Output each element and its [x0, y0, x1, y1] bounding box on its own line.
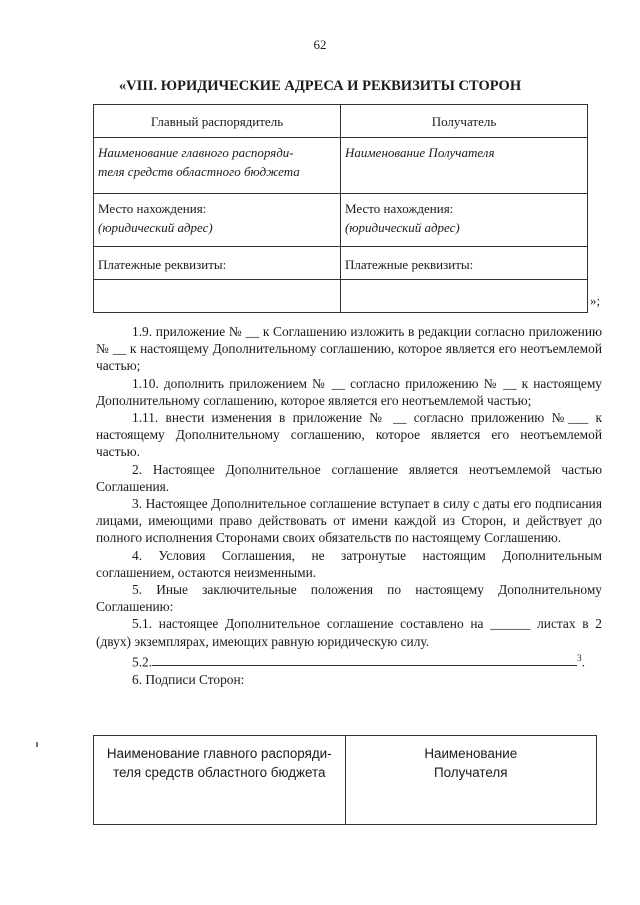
grantor-name-cell	[94, 138, 341, 194]
grantor-address-hint: (юридический адрес)	[98, 220, 213, 235]
table-row	[94, 138, 588, 194]
grantor-address-cell	[94, 194, 341, 247]
header-grantor: Главный распорядитель	[94, 105, 341, 138]
section-title: «VIII. ЮРИДИЧЕСКИЕ АДРЕСА И РЕКВИЗИТЫ СТОРОН	[118, 78, 522, 94]
grantor-signature-cell	[94, 736, 346, 825]
recipient-payment-cell: Платежные реквизиты:	[341, 247, 588, 280]
recipient-address-cell	[341, 194, 588, 247]
grantor-signature-line2: теля средств областного бюджета	[113, 765, 326, 780]
paragraph-5-1: 5.1. настоящее Дополнительное соглашение составлено на ______ листах в 2 (двух) экземплярах, имеющих равную юридическую силу.	[96, 616, 602, 649]
recipient-signature-cell	[345, 736, 597, 825]
table-end-mark: »;	[590, 293, 601, 308]
paragraph-1-9: 1.9. приложение № __ к Соглашению изложить в редакции согласно приложению № __ к настоящему Дополнительному соглашению, которое является его неотъемлемой частью;	[96, 324, 602, 374]
paragraph-5-2-suffix: .	[581, 654, 585, 670]
grantor-name-line2: теля средств областного бюджета	[98, 164, 300, 179]
paragraph-1-10: 1.10. дополнить приложением № __ согласно приложению № __ к настоящему Дополнительному соглашению, которое является его неотъемлемой частью;	[96, 375, 602, 408]
paragraph-2: 2. Настоящее Дополнительное соглашение является неотъемлемой частью Соглашения.	[96, 461, 602, 494]
scan-margin-mark	[36, 742, 38, 747]
requisites-table	[93, 104, 588, 313]
blank-fill-line	[152, 653, 577, 666]
table-row	[94, 280, 588, 313]
agreement-body	[96, 323, 602, 688]
paragraph-5: 5. Иные заключительные положения по настоящему Дополнительному Соглашению:	[96, 582, 602, 615]
paragraph-6: 6. Подписи Сторон:	[132, 671, 245, 687]
recipient-location-label: Место нахождения:	[345, 201, 454, 216]
recipient-address-hint: (юридический адрес)	[345, 220, 460, 235]
table-row	[94, 194, 588, 247]
grantor-signature-line1: Наименование главного распоряди-	[106, 746, 332, 761]
grantor-name-line1: Наименование главного распоряди-	[98, 145, 294, 160]
grantor-payment-cell: Платежные реквизиты:	[94, 247, 341, 280]
page-number: 62	[313, 37, 327, 52]
recipient-signature-line2: Получателя	[434, 765, 508, 780]
table-row	[94, 247, 588, 280]
grantor-location-label: Место нахождения:	[98, 201, 207, 216]
footnote-marker: 3	[577, 652, 582, 663]
recipient-signature-line1: Наименование	[424, 746, 518, 761]
recipient-empty-cell	[341, 280, 588, 313]
paragraph-3: 3. Настоящее Дополнительное соглашение вступает в силу с даты его подписания лицами, имеющими право действовать от имени каждой из Сторон, и действует до полного исполнения Сторонами своих обязательств по настоящему Соглашению.	[96, 496, 602, 546]
grantor-empty-cell	[94, 280, 341, 313]
paragraph-4: 4. Условия Соглашения, не затронутые настоящим Дополнительным соглашением, остаются неизменными.	[96, 547, 602, 580]
table-row	[94, 736, 597, 825]
paragraph-5-2	[96, 650, 602, 671]
table-row	[94, 105, 588, 138]
recipient-name-cell: Наименование Получателя	[341, 138, 588, 194]
header-recipient: Получатель	[341, 105, 588, 138]
signature-table	[93, 735, 597, 825]
paragraph-1-11: 1.11. внести изменения в приложение № __ согласно приложению №___ к настоящему Дополнительному соглашению, которое является его неотъемлемой частью.	[96, 410, 602, 460]
paragraph-5-2-prefix: 5.2.	[132, 654, 153, 670]
